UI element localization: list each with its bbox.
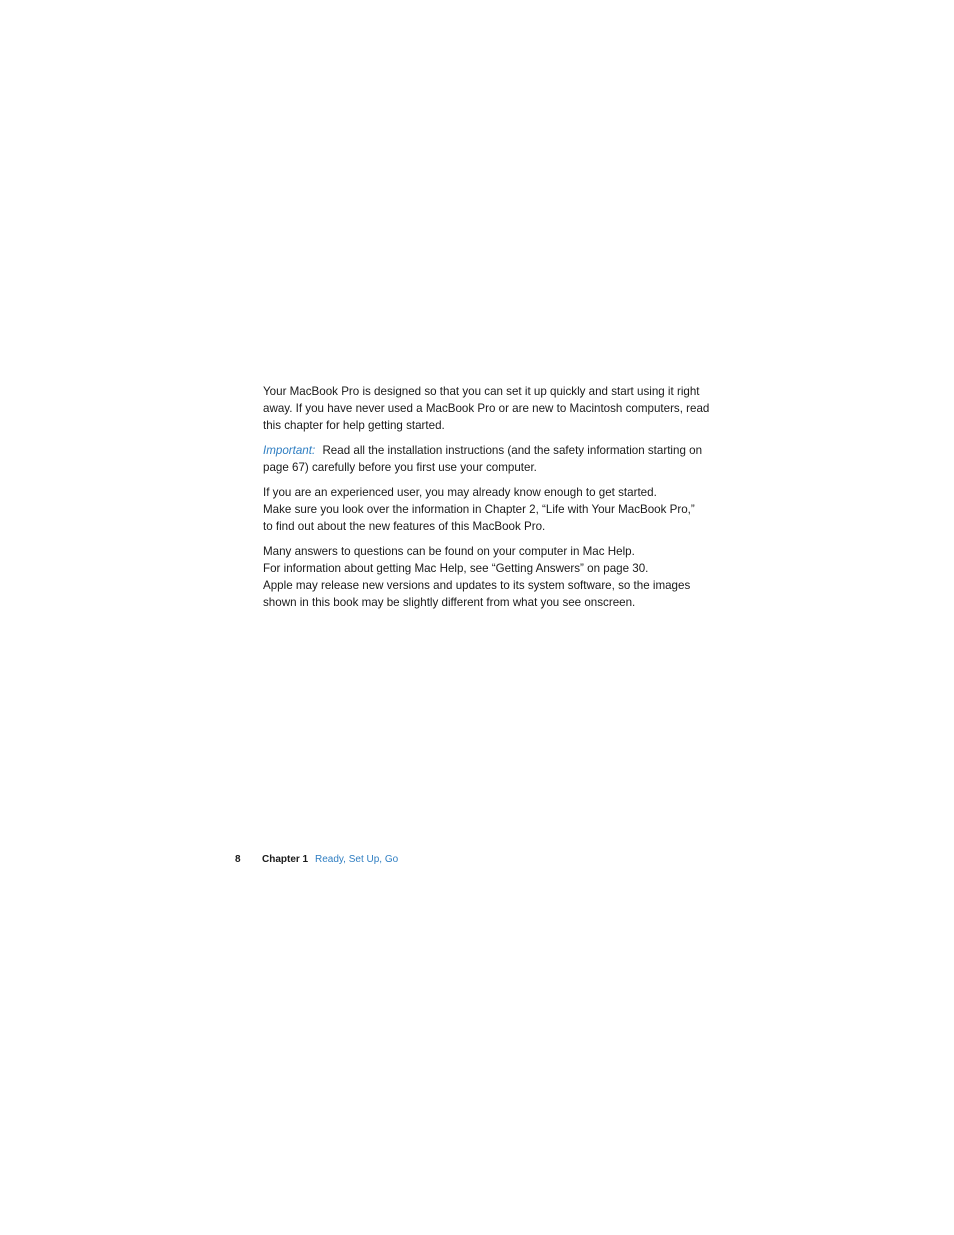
important-text: Read all the installation instructions (and the safety information starting on [322, 444, 703, 457]
page-number: 8 [235, 854, 241, 865]
text-line: Apple may release new versions and updates to its system software, so the images [263, 579, 691, 592]
text-line: Make sure you look over the information in Chapter 2, “Life with Your MacBook Pro,” [263, 503, 695, 516]
text-line: away. If you have never used a MacBook Pro or are new to Macintosh computers, read [263, 402, 710, 415]
important-label: Important: [263, 444, 316, 457]
text-line: shown in this book may be slightly different from what you see onscreen. [263, 596, 636, 609]
text-line: If you are an experienced user, you may already know enough to get started. [263, 486, 657, 499]
help-paragraph [263, 543, 713, 611]
intro-paragraph [263, 383, 713, 434]
text-line: to find out about the new features of this MacBook Pro. [263, 520, 546, 533]
chapter-title: Ready, Set Up, Go [315, 854, 399, 865]
chapter-label: Chapter 1 [262, 854, 309, 865]
text-line: page 67) carefully before you first use your computer. [263, 461, 537, 474]
experienced-user-paragraph [263, 484, 713, 535]
text-line: For information about getting Mac Help, see “Getting Answers” on page 30. [263, 562, 649, 575]
text-line: this chapter for help getting started. [263, 419, 445, 432]
important-note [263, 442, 713, 476]
text-line: Your MacBook Pro is designed so that you can set it up quickly and start using it right [263, 385, 700, 398]
text-line: Many answers to questions can be found on your computer in Mac Help. [263, 545, 635, 558]
page-body [263, 383, 713, 619]
text-line [263, 442, 713, 459]
